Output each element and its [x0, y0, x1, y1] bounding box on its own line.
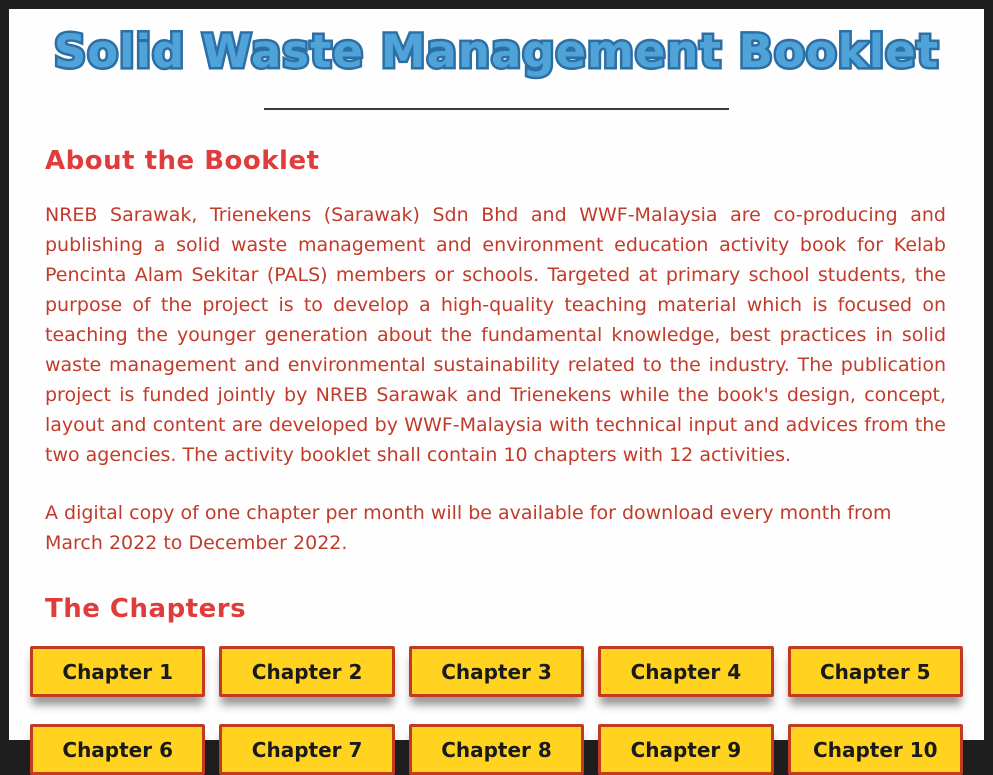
chapter-button-2[interactable]: Chapter 2: [219, 646, 394, 697]
chapters-heading: The Chapters: [45, 594, 247, 625]
title-underline: [264, 108, 729, 110]
chapter-button-3[interactable]: Chapter 3: [409, 646, 584, 697]
chapter-grid: [30, 646, 963, 775]
chapter-button-8[interactable]: Chapter 8: [409, 724, 584, 775]
page-title: Solid Waste Management Booklet: [53, 25, 940, 78]
about-paragraph-2: A digital copy of one chapter per month will be available for download every month from March 2022 to December 2022.: [45, 502, 892, 555]
chapter-button-5[interactable]: Chapter 5: [788, 646, 963, 697]
chapter-button-7[interactable]: Chapter 7: [219, 724, 394, 775]
about-paragraph-1: NREB Sarawak, Trienekens (Sarawak) Sdn Bhd and WWF-Malaysia are co-producing and publishing a solid waste management and environment education activity book for Kelab Pencinta Alam Sekitar (PALS) members or schools. Targeted at primary school students, the purpose of the project is to develop a high-quality teaching material which is focused on teaching the younger generation about the fundamental knowledge, best practices in solid waste management and environmental sustainability related to the industry. The publication project is funded jointly by NREB Sarawak and Trienekens while the book's design, concept, layout and content are developed by WWF-Malaysia with technical input and advices from the two agencies. The activity booklet shall contain 10 chapters with 12 activities.: [45, 204, 946, 467]
chapter-button-10[interactable]: Chapter 10: [788, 724, 963, 775]
chapter-button-4[interactable]: Chapter 4: [598, 646, 773, 697]
chapter-button-9[interactable]: Chapter 9: [598, 724, 773, 775]
chapter-button-1[interactable]: Chapter 1: [30, 646, 205, 697]
about-heading: About the Booklet: [45, 146, 320, 177]
chapter-button-6[interactable]: Chapter 6: [30, 724, 205, 775]
